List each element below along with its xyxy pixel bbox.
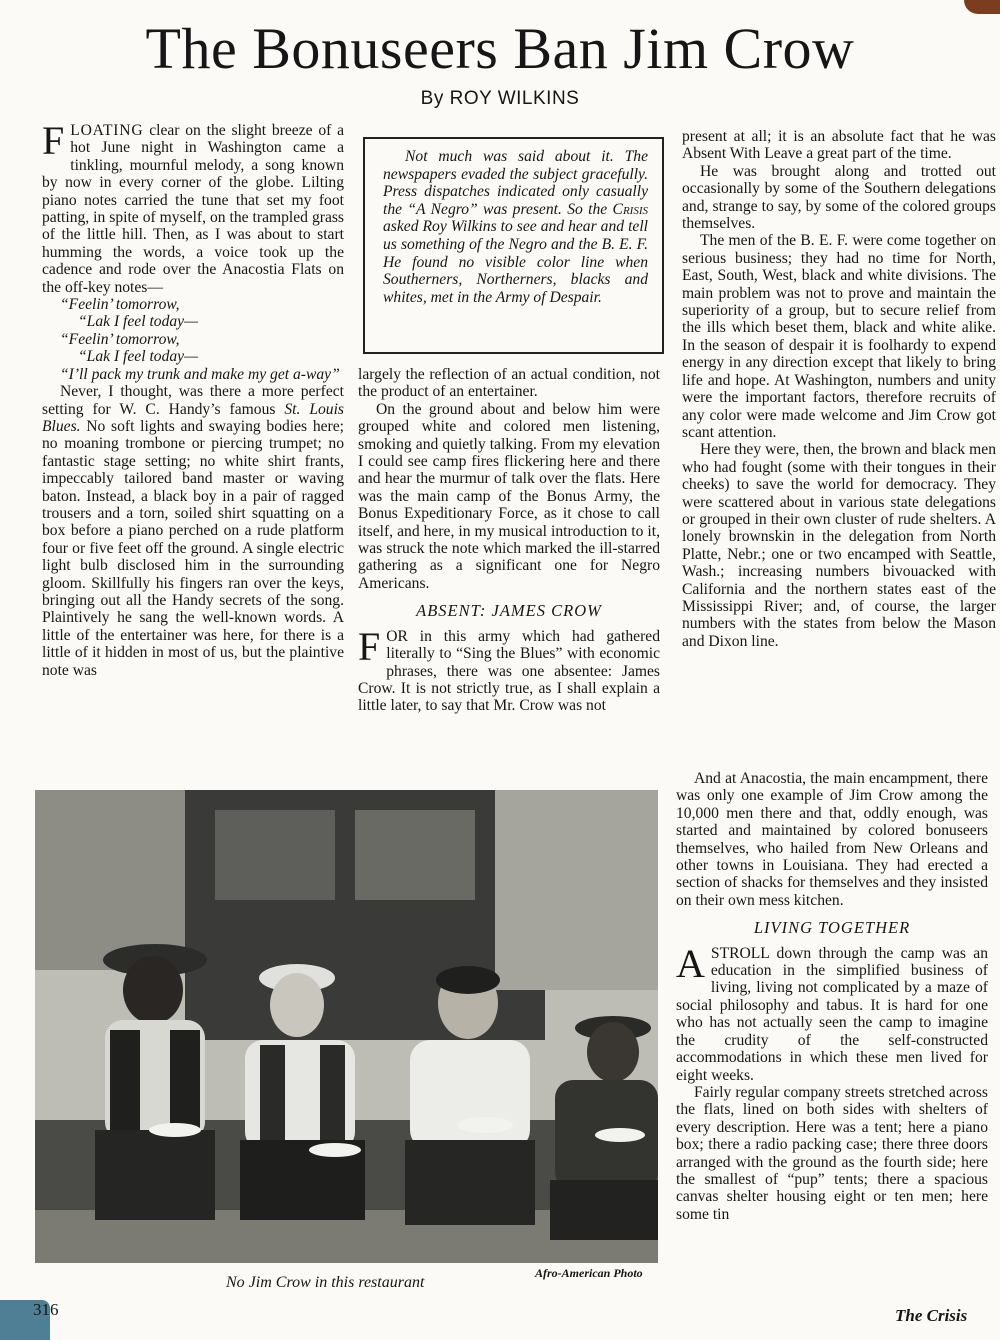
paragraph: present at all; it is an absolute fact that he was Absent With Leave a great part of the time. (682, 128, 996, 163)
editor-note: Not much was said about it. The newspapers evaded the subject gracefully. Press dispatches indicated only casually the “A Negro” was present. So the Crisis asked Roy Wilkins to see and hear and tell us something of the Negro and the B. E. F. He found no visible color line when Southerners, Northerners, blacks and whites, met in the Army of Despair. (383, 148, 648, 306)
page-number: 316 (33, 1300, 59, 1319)
section-subhead: LIVING TOGETHER (753, 918, 911, 938)
crisis-name: Crisis (612, 200, 648, 218)
photo-caption: No Jim Crow in this restaurant (226, 1274, 425, 1291)
article-title: The Bonuseers Ban Jim Crow (145, 16, 855, 81)
paragraph: The men of the B. E. F. were come together on serious business; they had no time for North, East, South, West, black and white divisions. The main problem was not to prove and maintain the superiority of a group, but to secure relief from the ills which beset them, black and white alike. In the season of despair it is foolhardy to expend energy in any direction except that likely to bring life and hope. At Washington, numbers and unity were the important factors, therefore recruits of any color were made welcome and Jim Crow got scant attention. (682, 232, 996, 441)
paragraph: largely the reflection of an actual condition, not the product of an entertainer. (358, 366, 660, 401)
lead-caps: LOATING (70, 122, 144, 139)
drop-cap: F (358, 623, 381, 669)
verse-line: “I’ll pack my trunk and make my get a-way” (60, 365, 340, 383)
column-2 (358, 366, 660, 715)
column-1 (42, 118, 344, 679)
opening-paragraph (42, 118, 344, 296)
paragraph: Here they were, then, the brown and black men who had fought (some with their tongues in their cheeks) to save the world for democracy. They were scattered about in various state delegations or grouped in their own cluster of rude shelters. A lonely brownskin in the delegation from North Platte, Nebr.; one or two encamped with Seattle, Wash.; increasing numbers bivouacked with California and the northern states east of the Mississippi River; and, of course, the larger numbers with the states from below the Mason and Dixon line. (682, 441, 996, 650)
photo-illustration (35, 790, 658, 1263)
section-subhead: ABSENT: JAMES CROW (416, 601, 602, 621)
paragraph: He was brought along and trotted out occasionally by some of the Southern delegations and, strange to say, by some of the colored groups themselves. (682, 162, 996, 233)
song-title: St. Louis Blues. (42, 400, 344, 435)
paragraph: A STROLL down through the camp was an education in the simplified business of living, living not complicated by a maze of social philosophy and tabus. It is hard for one who has not actually seen the camp to imagine the crudity of the self-constructed accommodations in which these men lived for eight weeks. (676, 940, 988, 1084)
opening-text: clear on the slight breeze of a hot June night in Washington came a tinkling, mournful melody, a song known by now in every corner of the globe. Lilting piano notes carried the tune that set my foot patting, in spite of myself, on the trampled grass of the little hill. Then, as I was about to start humming the words, a voice took up the cadence and rode over the Anacostia Flats on the off-key notes— (42, 122, 344, 296)
photograph (35, 790, 658, 1263)
column-3 (682, 128, 996, 650)
column-3-lower (676, 770, 988, 1223)
verse-line: “Feelin’ tomorrow, (60, 296, 180, 314)
photo-credit: Afro-American Photo (535, 1266, 643, 1280)
paragraph: FOR in this army which had gathered literally to “Sing the Blues” with economic phrases, there was one absentee: James Crow. It is not strictly true, as I shall explain a little later, to say that Mr. Crow was not (358, 623, 660, 715)
paragraph: And at Anacostia, the main encampment, there was only one example of Jim Crow among the 10,000 men there and that, oddly enough, was started and maintained by colored bonuseers themselves, who hailed from New Orleans and other towns in Louisiana. They had erected a section of shacks for themselves and they insisted on their own mess kitchen. (676, 770, 988, 909)
article-byline: By ROY WILKINS (420, 88, 580, 109)
paragraph: Never, I thought, was there a more perfect setting for W. C. Handy’s famous St. Louis Blues. No soft lights and swaying bodies here; no moaning trombone or piercing trumpet; no fantastic stage setting; no white shirt frants, impeccably tailored band master or waving baton. Instead, a black boy in a pair of ragged trousers and a torn, soiled shirt squatting on a box before a piano perched on a rude platform four or five feet off the ground. A single electric light bulb disclosed him in the surrounding gloom. Skillfully his fingers ran over the keys, bringing out all the Handy secrets of the song. Plaintively he sang the well-known words. A little of the entertainer was here, for there is a little of it hidden in most of us, but the plaintive note was (42, 383, 344, 679)
drop-cap: A (676, 940, 705, 986)
page-corner-stain (964, 0, 1000, 14)
verse-line: “Lak I feel today— (78, 348, 198, 366)
drop-cap: F (42, 118, 65, 163)
verse-line: “Lak I feel today— (78, 313, 198, 331)
verse-line: “Feelin’ tomorrow, (60, 330, 180, 348)
editor-note-box (363, 137, 664, 354)
paragraph: Fairly regular company streets stretched across the flats, lined on both sides with shelters of every description. Here was a tent; here a piano box; there a radio packing case; there three doors arranged with the ground as the fourth side; here the smallest of “pup” tents; there a spacious canvas shelter housing eight or ten men; here some tin (676, 1083, 988, 1223)
publication-name: The Crisis (895, 1306, 968, 1325)
paragraph: On the ground about and below him were grouped white and colored men listening, smoking and quietly talking. From my elevation I could see camp fires flickering here and there and hear the murmur of talk over the flats. Here was the main camp of the Bonus Army, the Bonus Expeditionary Force, as it chose to call itself, and here, in my musical introduction to it, was struck the note which marked the ill-starred gathering as a significant one for Negro Americans. (358, 400, 660, 592)
